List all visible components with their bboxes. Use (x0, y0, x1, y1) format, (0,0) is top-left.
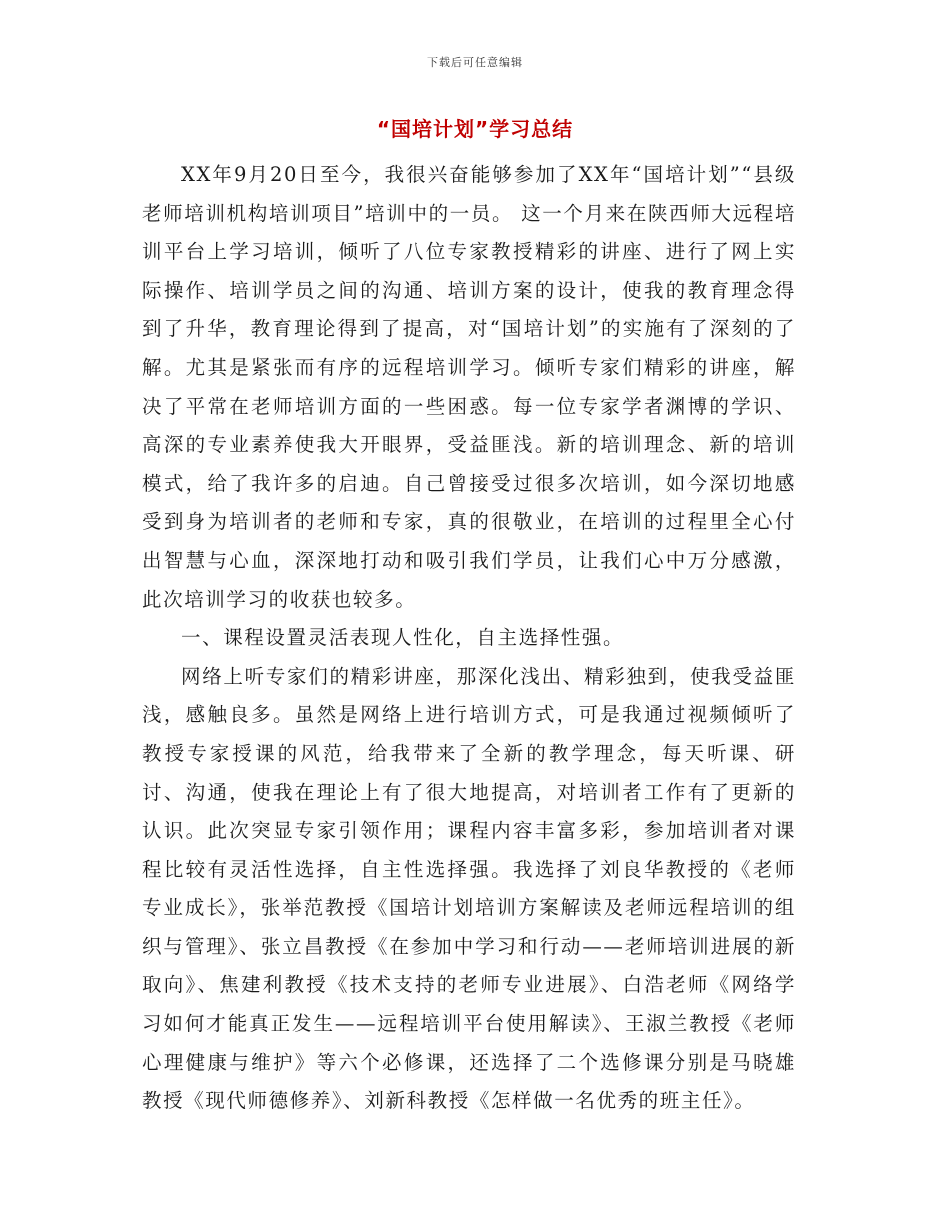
paragraph-intro: XX年9月20日至今，我很兴奋能够参加了XX年“国培计划”“县级老师培训机构培训项目”培训中的一员。 这一个月来在陕西师大远程培训平台上学习培训，倾听了八位专家教授精彩的讲座、进行了网上实际操作、培训学员之间的沟通、培训方案的设计，使我的教育理念得到了升华，教育理论得到了提高，对“国培计划”的实施有了深刻的了解。尤其是紧张而有序的远程培训学习。倾听专家们精彩的讲座，解决了平常在老师培训方面的一些困惑。每一位专家学者渊博的学识、高深的专业素养使我大开眼界，受益匪浅。新的培训理念、新的培训模式，给了我许多的启迪。自己曾接受过很多次培训，如今深切地感受到身为培训者的老师和专家，真的很敬业，在培训的过程里全心付出智慧与心血，深深地打动和吸引我们学员，让我们心中万分感激，此次培训学习的收获也较多。 (142, 163, 796, 611)
document-body (142, 156, 796, 1121)
header-note: 下载后可任意编辑 (427, 56, 523, 69)
document-title: “国培计划”学习总结 (376, 117, 574, 141)
section-heading-1: 一、课程设置灵活表现人性化，自主选择性强。 (181, 626, 625, 650)
paragraph-courses: 网络上听专家们的精彩讲座，那深化浅出、精彩独到，使我受益匪浅，感触良多。虽然是网络上进行培训方式，可是我通过视频倾听了教授专家授课的风范，给我带来了全新的教学理念，每天听课、研讨、沟通，使我在理论上有了很大地提高，对培训者工作有了更新的认识。此次突显专家引领作用；课程内容丰富多彩，参加培训者对课程比较有灵活性选择，自主性选择强。我选择了刘良华教授的《老师专业成长》，张举范教授《国培计划培训方案解读及老师远程培训的组织与管理》、张立昌教授《在参加中学习和行动——老师培训进展的新取向》、焦建利教授《技术支持的老师专业进展》、白浩老师《网络学习如何才能真正发生——远程培训平台使用解读》、王淑兰教授《老师心理健康与维护》等六个必修课，还选择了二个选修课分别是马晓雄教授《现代师德修养》、刘新科教授《怎样做一名优秀的班主任》。 (142, 664, 796, 1113)
